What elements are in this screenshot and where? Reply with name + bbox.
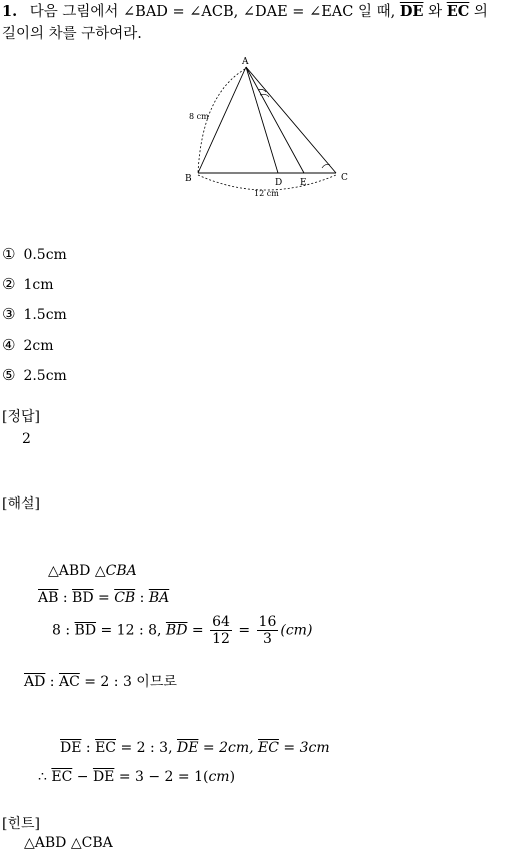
label-e: E <box>300 178 307 188</box>
final-result: ∴ $\overline{EC} - \overline{DE} = 3 - 2 = 1(cm)$ <box>38 769 236 785</box>
line-ae <box>246 67 304 173</box>
choice-2[interactable] <box>2 275 53 293</box>
bd-equation: 8 : $\overline{BD} = 12$ : 8, $\overline{BD}$ = $\frac{64}{12}$ = $\frac{16}{3}$ (cm) <box>52 614 313 648</box>
choice-4-mark: ④ <box>2 336 16 354</box>
choice-1[interactable] <box>2 245 67 263</box>
choice-4-text: 2cm <box>23 338 54 354</box>
fraction-64-12: $\frac{64}{12}$ <box>212 614 230 648</box>
label-d: D <box>275 178 283 188</box>
question-line-1 <box>2 0 488 24</box>
label-ab-length: 8 cm <box>189 112 209 121</box>
question-wa2: 의 <box>473 4 488 20</box>
side-ac <box>246 67 336 173</box>
explanation-header: [해설] <box>2 496 40 512</box>
label-c: C <box>341 173 348 183</box>
hint-header: [힌트] <box>2 816 40 832</box>
choice-2-mark: ② <box>2 275 16 293</box>
similarity-line: △ABD △CBA <box>48 563 137 579</box>
de-ec-ratio: $\overline{DE}$ : $\overline{EC} = 2$ : 3, $\overline{DE} = 2cm$, $\overline{EC} = 3cm$ <box>60 740 330 756</box>
choice-5-mark: ⑤ <box>2 366 16 384</box>
label-b: B <box>185 174 192 184</box>
choice-1-mark: ① <box>2 245 16 263</box>
question-number: 1. <box>2 3 18 20</box>
ad-ac-ratio: $\overline{AD}$ : $\overline{AC} = 2$ : 3 이므로 <box>24 674 177 690</box>
angle-mark-c <box>322 164 330 168</box>
choice-2-text: 1cm <box>23 277 54 293</box>
label-a: A <box>242 57 249 67</box>
choice-5-text: 2.5cm <box>23 368 67 384</box>
choice-3-text: 1.5cm <box>23 307 67 323</box>
arc-bc <box>198 175 336 190</box>
ratio-line: $\overline{AB}$ : $\overline{BD} = \overline{CB}$ : $\overline{BA}$ <box>38 590 170 606</box>
segment-ec: $\overline{EC}$ <box>446 3 470 20</box>
segment-de: $\overline{DE}$ <box>399 3 424 20</box>
choice-5[interactable] <box>2 366 67 384</box>
question-wa: 와 <box>428 4 443 20</box>
choice-3[interactable] <box>2 305 67 323</box>
choice-3-mark: ③ <box>2 305 16 323</box>
fraction-16-3: $\frac{16}{3}$ <box>258 614 277 648</box>
answer-header: [정답] <box>2 409 40 425</box>
answer-value: 2 <box>22 431 31 447</box>
hint-text: △ABD △CBA <box>24 835 113 851</box>
question-text-1: 다음 그림에서 ∠BAD = ∠ACB, ∠DAE = ∠EAC 일 때, <box>29 4 396 20</box>
question-text-2: 길이의 차를 구하여라. <box>2 26 142 42</box>
label-bc-length: 12 cm <box>254 189 279 198</box>
choice-4[interactable] <box>2 336 53 354</box>
triangle-figure <box>180 55 360 200</box>
line-ad <box>246 67 278 173</box>
choice-1-text: 0.5cm <box>23 247 67 263</box>
